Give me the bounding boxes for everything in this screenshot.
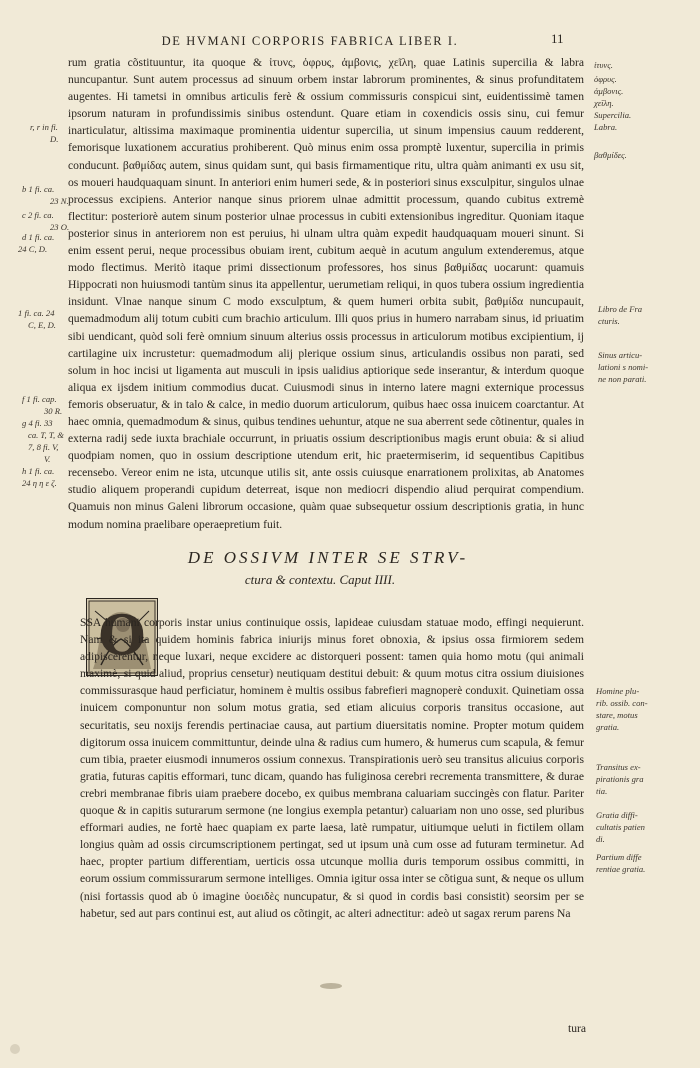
right-margin-note: pirationis gra xyxy=(596,774,644,784)
left-margin-note: c 2 fi. ca. xyxy=(22,210,54,220)
left-margin-note: d 1 fi. ca. xyxy=(22,232,55,242)
left-margin-note: C, E, D. xyxy=(28,320,56,330)
right-margin-note: βαθμίδες. xyxy=(594,150,627,160)
drop-cap-letter: O xyxy=(98,603,146,667)
left-margin-note: 23 O. xyxy=(50,222,70,232)
right-margin-note: Homine plu- xyxy=(596,686,640,696)
ink-smudge xyxy=(320,983,342,989)
right-margin-note: rentiae gratia. xyxy=(596,864,646,874)
left-margin-note: 24 η η ε ζ. xyxy=(22,478,57,488)
page-number: 11 xyxy=(551,31,564,46)
paragraph-2: SSA humani corporis instar unius continuique ossis, lapideae cuiusdam statuae modo, effingi nequierunt. Nam & si ita quidem hominis fabrica iniurijs minus foret obnoxia, & ipsius ossa firmiorem sedem adipiscerentur, neque luxari, neque excidere ac distorqueri possent: tamen quia homo motu (qui animali maximè, si quid aliud, proprius censetur) neutiquam destitui debuit: & quum motus citra ossium diuisiones commissurasque haud perficiatur, hominem è multis ossibus fabrefieri magnoperè conduxit. Quinetiam ossa inuicem componuntur non solum motus gratia, sed etiam alicuius corporis transitus occasione, aut securitatis, seu noxijs ferendis pertinaciae causa, aut partium diuersitatis nomine. Propter motum quidem digitorum ossa inuicem committuntur, deinde ulna & radius cum humero, & humerus cum scapula, & femur cum tibia, praeter eiusmodi innumeros ossium connexus. Transpirationis uerò seu transitus alicuius corporis gratia, futuras capitis efformari, tunc dicam, quando has fuliginosa cerebri recrementa transmittere, & durae crebri membranae fibris uiam praebere docebo, ex quibus membrana caluariam succingès con flatur. Pariter quoque & in capitis suturarum sermone (ne longius exempla petantur) caluariam non uno osse, sed pluribus efformari audies, ne fortè haec quapiam ex parte laesa, latè rumpatur, uitiumque ueluti in fictilem ollam longius quàm ad ossis circumscriptionem pertingat, sed ut ipsum unà cum osse ad futuram terminetur. Ad haec, propter partium differentiam, uerticis ossa utcunque mollia duris temporum ossibus committi, in eorum ossium commissurarum sermone intelliges. Omnia igitur ossa inter se cõtigua sunt, & neque os ullum (nisi fortassis quod ab ὑ imagine ὑοειδὲς nuncupatur, & si quod in cordis basi consistit) seorsim per se habetur, sed aut pars continui est, aut aliud os cõtingit, ac alteri adnectitur: adeò ut sagax rerum parens Na xyxy=(80,616,584,920)
left-margin-note: h 1 fi. ca. xyxy=(22,466,55,476)
right-margin-note: Labra. xyxy=(594,122,618,132)
right-margin-note: di. xyxy=(596,834,605,844)
right-margin-note: ἀμβονις. xyxy=(594,86,624,96)
right-margin-note: ἰτυνς. xyxy=(594,60,613,70)
paper-hole xyxy=(10,1044,20,1054)
left-margin-note: ca. T, T, & xyxy=(28,430,64,440)
body-text-lower xyxy=(68,614,584,922)
right-margin-note: rib. ossib. con- xyxy=(596,698,648,708)
left-margin-note: g 4 fi. 33 xyxy=(22,418,53,428)
left-margin-note: f 1 fi. cap. xyxy=(22,394,57,404)
left-margin-note: 23 N. xyxy=(50,196,69,206)
catchword: tura xyxy=(568,1022,587,1035)
right-margin-note: ὀφρυς. xyxy=(594,74,617,84)
right-margin-note: Gratia diffi- xyxy=(596,810,638,820)
right-margin-note: Transitus ex- xyxy=(596,762,641,772)
left-margin-note: r, r in fi. xyxy=(30,122,58,132)
left-margin-note: b 1 fi. ca. xyxy=(22,184,55,194)
right-margin-note: stare, motus xyxy=(596,710,638,720)
right-margin-note: Libro de Fra xyxy=(598,304,643,314)
paragraph-1: rum gratia cõstituuntur, ita quoque & ἰτυνς, ὀφρυς, ἀμβονις, χεῖλη, quae Latinis supercilia & labra nuncupantur. Sunt autem processus ad sinuum orbem instar labrorum prominentes, & sinus profunditatem augentes. Hi tametsi in omnibus articulis ferè & ossium commissuris conspicui sint, euidentissimè tamen ipsorum naturam in profundissimis sinibus ostendunt. Quare etiam in coxendicis ossis sinu, cui femur inarticulatur, altissima maximaque prominentia uidentur supercilia, ut sinum impensius cauum redderent, femorisque luxationem accuratius prohiberent. Quò minus enim ossa promptè luxentur, supercilia in primis conducunt. βαθμίδας autem, sinus quidam sunt, qui basis firmamentique ritu, ultra quàm animanti ex usu sit, os moueri haudquaquam sinunt. In anteriori enim humeri sede, & in posteriori sinus exsculpitur, singulos ulnae processus excipiens. Anterior nanque sinus priorem ulnae admittit processum, quando cubitus extremè flectitur: posteriorè autem sinum posterior ulnae processus in cubiti extensionibus ingreditur. Quoniam itaque posterior sinus in anteriorem non est peruius, hi ulnam ultra quàm expedit haudquaquam moueri sinunt. Si enim essent perui, neque processibus obuiam irent, cubitum aequè in acutum angulum extenderemus, atque modo flectimus. Meritò itaque primi dissectionum professores, hos sinus βαθμίδας uocarunt: quamuis Hippocrati non huiusmodi tantùm sinus ita appellentur, uerumetiam reliqui, in quos tubera ossium ingredientia insidunt. Vlnae nanque sinum C modo exsculptum, & quem humeri orbita subit, βαθμίδα nuncupauit, quemadmodum alij totum cubiti cum brachio articulum. Illi quos prius in humero narrabam sinus, id priuatim sibi uendicant, quòd soli ferè omnium sinuum alterius ossis processus in articulorum motibus excipientium, ij cartilagine uix incrustetur: quemadmodum alij plerique ossium sinus, articulandis ossibus non parati, sed solum in hoc incisi ut ligamenta aut musculi in ipsis ualidius aptiorique sede inserantur, & interdum quoque aliqua ex ijsdem initium commodius ducat. Cuiusmodi sinus in interno latere magni externique processus femoris obseruatur, & in talo & calce, in medio duorum articulorum, quibus haec ossa inuicem coarctantur. At haec omnia, quemadmodum & sinus, quibus tendines uehuntur, atque ne sua aberrent sede cõtinentur, quales in externa radij sede iuxta brachiale occurrunt, in priuatis ossium descriptionibus magis erunt obuia: & si aliud quodpiam nomen, quo in ossium descriptione utendum erit, hic praetermiserim, id sequentibus Capitibus recensebo. Vereor enim ne ista, utcunque utilis sit, ante ossis cuiusque enarrationem prolixitas, ab Anatomes studio aliquem properandi cupidum deterreat, isque non mediocri dispendio aliud perquirat compendium. Quamuis non minus Galeni librorum occasione, quàm quae subsequetur ossium descriptionis gratia, in hunc modum nomina praelibare operaepretium fuit. xyxy=(68,56,584,531)
right-margin-note: lationi s nomi- xyxy=(598,362,649,372)
right-margin-note: χεῖλη. xyxy=(594,98,614,108)
right-margin-note: Sinus articu- xyxy=(598,350,643,360)
right-margin-note: Partium diffe xyxy=(596,852,642,862)
right-margin-note: ne non parati. xyxy=(598,374,647,384)
left-margin-note: 24 C, D. xyxy=(18,244,48,254)
right-margin-note: tia. xyxy=(596,786,608,796)
running-head: DE HVMANI CORPORIS FABRICA LIBER I. xyxy=(161,34,459,48)
right-margin-note: cturis. xyxy=(598,316,620,326)
left-margin-note: V. xyxy=(44,454,51,464)
right-margin-note: cultatis patien xyxy=(596,822,645,832)
right-margin-note: Supercilia. xyxy=(594,110,632,120)
chapter-title: DE OSSIVM INTER SE STRV- xyxy=(187,548,469,567)
right-margin-note: gratia. xyxy=(596,722,620,732)
left-margin-note: 30 R. xyxy=(44,406,63,416)
left-margin-note: D. xyxy=(50,134,59,144)
chapter-subtitle: ctura & contextu. Caput IIII. xyxy=(244,572,396,587)
left-margin-note: 1 fi. ca. 24 xyxy=(18,308,55,318)
left-margin-note: 7, 8 fi. V, xyxy=(28,442,59,452)
body-text-upper xyxy=(68,54,584,533)
